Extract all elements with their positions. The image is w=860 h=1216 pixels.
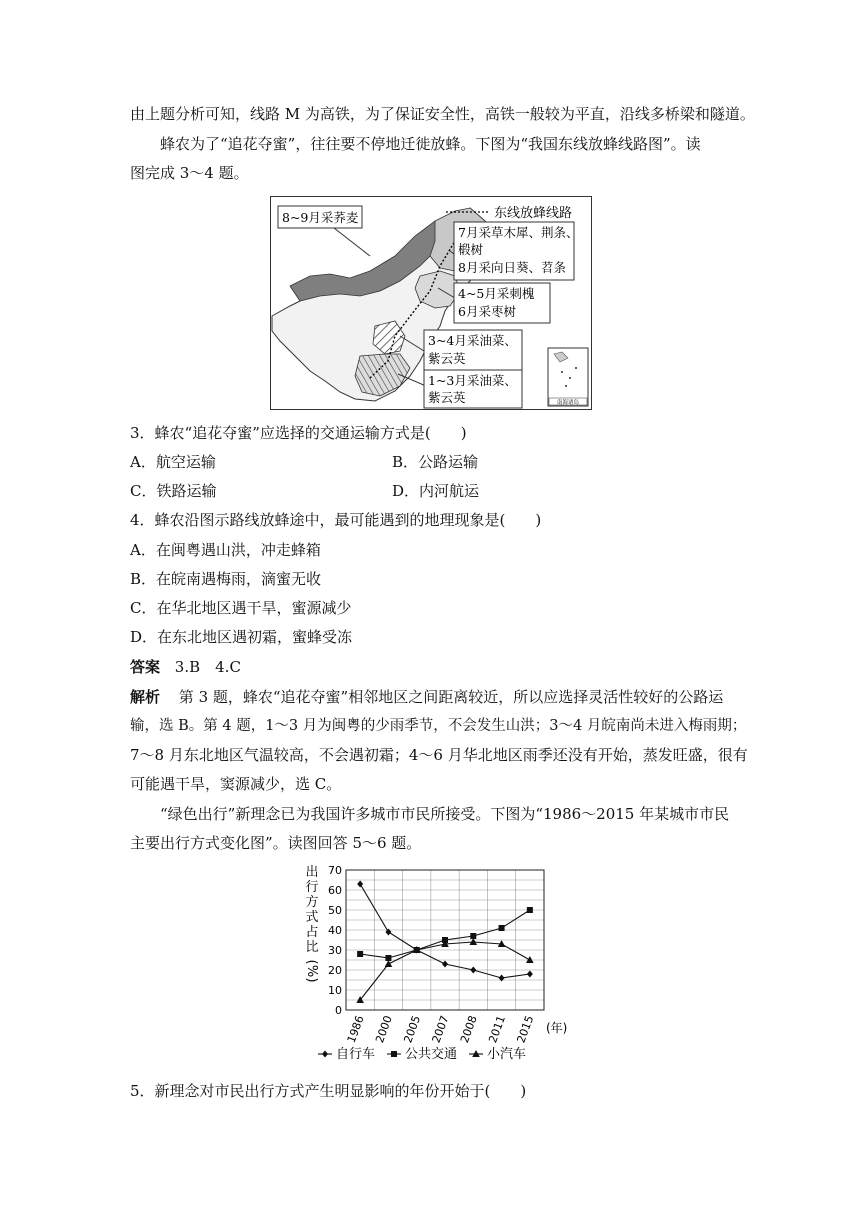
option-d: D．在东北地区遇初霜，蜜蜂受冻 — [130, 628, 353, 646]
option-d: D．内河航运 — [392, 482, 480, 500]
x-tick-label: 2005 — [401, 1013, 424, 1045]
question-4-stem: 4．蜂农沿图示路线放蜂途中，最可能遇到的地理现象是( ) — [130, 511, 542, 529]
y-axis-label-char: 占 — [305, 925, 319, 940]
data-point-2 — [499, 925, 505, 931]
option-c: C．在华北地区遇干旱，蜜源减少 — [130, 599, 352, 617]
option-a: A．航空运输 — [130, 453, 216, 471]
series-line-2 — [360, 910, 530, 958]
map-label-january: 1~3月采油菜、 — [428, 373, 517, 388]
y-axis-label-char: ) — [304, 977, 319, 983]
answer-text: 3.B 4.C — [174, 658, 241, 676]
map-label-january: 紫云英 — [428, 390, 466, 405]
question-5-stem: 5．新理念对市民出行方式产生明显影响的年份开始于( ) — [130, 1082, 527, 1100]
option-a: A．在闽粤遇山洪，冲走蜂箱 — [130, 541, 321, 559]
question-3-stem: 3．蜂农“追花夺蜜”应选择的交通运输方式是( ) — [130, 424, 467, 442]
answer — [130, 657, 241, 677]
data-point-3 — [526, 956, 534, 963]
map-label-march: 紫云英 — [428, 351, 466, 366]
legend-marker — [322, 1051, 328, 1058]
data-point-2 — [527, 907, 533, 913]
y-axis-label-char: 行 — [305, 880, 319, 895]
legend-marker — [391, 1051, 397, 1057]
analysis-text: 可能遇干旱，窦源减少，选 C。 — [130, 775, 342, 793]
x-tick-label: 1986 — [344, 1013, 367, 1045]
data-point-1 — [442, 961, 448, 968]
map-label-buckwheat: 8~9月采荞麦 — [282, 210, 359, 225]
map-label-july: 椴树 — [458, 242, 484, 257]
analysis-label: 解析 — [130, 688, 161, 706]
data-point-1 — [499, 975, 505, 982]
legend-label: 小汽车 — [487, 1047, 527, 1062]
map-label-july: 7月采草木犀、荆条、 — [458, 225, 579, 240]
y-tick-label: 60 — [328, 884, 342, 897]
travel-mode-chart — [290, 862, 580, 1072]
data-point-3 — [385, 960, 393, 967]
y-tick-label: 10 — [328, 984, 342, 997]
map-label-june: 6月采枣树 — [458, 304, 516, 319]
map-label-august: 8月采向日葵、苕条 — [458, 260, 566, 275]
x-tick-label: 2000 — [373, 1013, 395, 1045]
legend-label: 自行车 — [336, 1047, 376, 1062]
option-b: B．在皖南遇梅雨，滴蜜无收 — [130, 570, 322, 588]
data-point-2 — [357, 951, 363, 957]
series-line-3 — [360, 942, 530, 1000]
x-tick-label: 2007 — [429, 1013, 452, 1045]
data-point-1 — [470, 967, 476, 974]
option-c: C．铁路运输 — [130, 482, 217, 500]
analysis-text: 输，选 B。第 4 题，1～3 月为闽粤的少雨季节，不会发生山洪；3～4 月皖南尚未进入梅雨期； — [130, 718, 747, 734]
option-b: B．公路运输 — [392, 453, 479, 471]
paragraph-text: “绿色出行”新理念已为我国许多城市市民所接受。下图为“1986～2015 年某城市市民 — [160, 805, 730, 823]
inset-label: 南海诸岛 — [556, 400, 580, 406]
analysis — [130, 687, 723, 707]
data-point-1 — [357, 881, 363, 888]
x-axis-label: (年) — [546, 1021, 568, 1035]
data-point-3 — [469, 938, 477, 945]
y-axis-label-char: ( — [304, 959, 319, 965]
y-axis-label-char: 方 — [305, 895, 319, 910]
analysis-text: 7～8 月东北地区气温较高，不会遇初霜；4～6 月华北地区雨季还没有开始，蒸发旺盛，很有 — [130, 746, 748, 764]
y-tick-label: 0 — [335, 1004, 342, 1017]
route-legend: 东线放蜂线路 — [494, 206, 573, 221]
y-tick-label: 50 — [328, 904, 342, 917]
y-tick-label: 30 — [328, 944, 342, 957]
y-tick-label: 40 — [328, 924, 342, 937]
x-tick-label: 2011 — [486, 1013, 509, 1045]
legend-label: 公共交通 — [405, 1047, 458, 1062]
paragraph-text: 蜂农为了“追花夺蜜”，往往要不停地迁徙放蜂。下图为“我国东线放蜂线路图”。读 — [160, 135, 701, 153]
x-tick-label: 2015 — [514, 1013, 537, 1045]
y-axis-label-char: 出 — [305, 865, 319, 880]
bee-route-map — [270, 196, 592, 410]
y-tick-label: 20 — [328, 964, 342, 977]
analysis-text: 第 3 题，蜂农“追花夺蜜”相邻地区之间距离较近，所以应选择灵活性较好的公路运 — [178, 688, 724, 706]
paragraph-text: 由上题分析可知，线路 M 为高铁，为了保证安全性，高铁一般较为平直，沿线多桥梁和隧道。 — [130, 105, 755, 123]
south-china-sea-inset — [548, 348, 588, 406]
y-axis-label-char: 比 — [305, 940, 319, 955]
map-label-april: 4~5月采刺槐 — [458, 286, 535, 301]
y-axis-label-char: % — [304, 964, 319, 978]
paragraph-text: 主要出行方式变化图”。读图回答 5～6 题。 — [130, 834, 422, 852]
x-tick-label: 2008 — [457, 1013, 480, 1045]
data-point-1 — [385, 929, 391, 936]
y-axis-label-char: 式 — [305, 910, 319, 925]
data-point-1 — [527, 971, 533, 978]
answer-label: 答案 — [130, 658, 161, 676]
y-tick-label: 70 — [328, 864, 342, 877]
map-label-march: 3~4月采油菜、 — [428, 333, 517, 348]
paragraph-text: 图完成 3～4 题。 — [130, 164, 249, 182]
